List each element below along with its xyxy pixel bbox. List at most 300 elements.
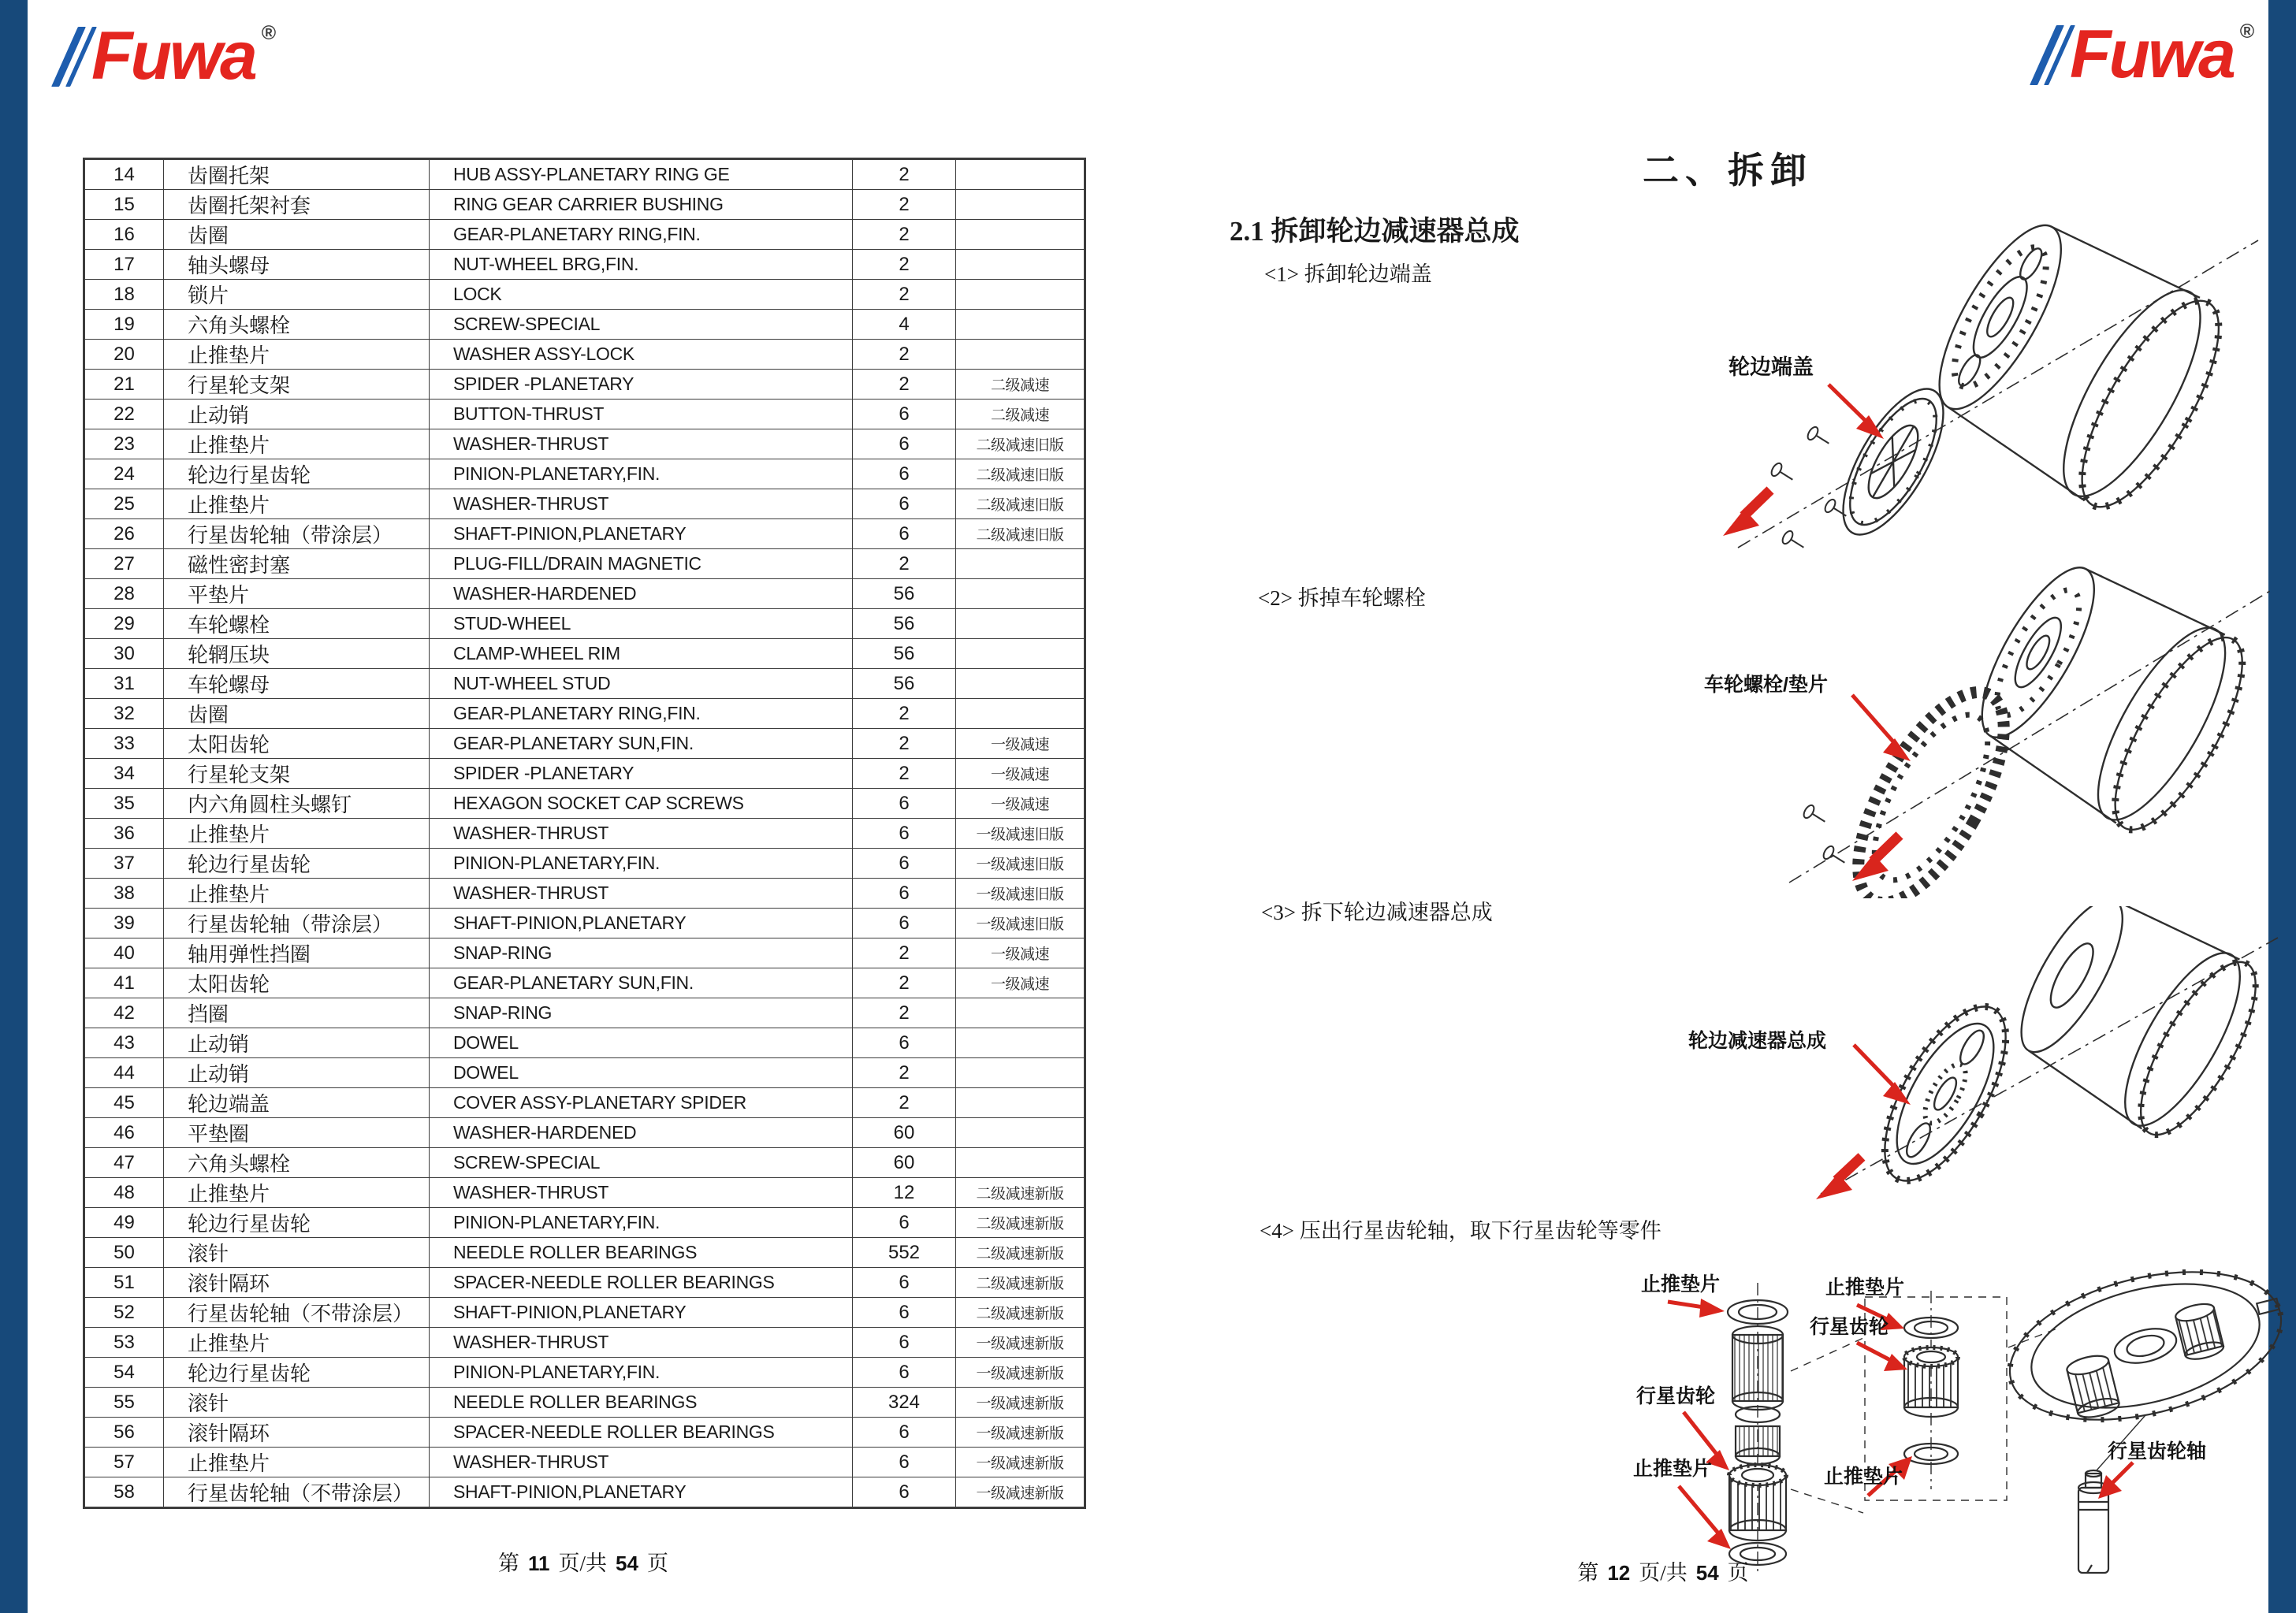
cell-note: [956, 699, 1085, 729]
cell-note: 二级减速新版: [956, 1268, 1085, 1298]
table-row: [84, 879, 1085, 909]
cell-name-cn: 止推垫片: [164, 879, 430, 909]
illustration-planet-gear-exploded: [1458, 1253, 2294, 1592]
table-row: [84, 1268, 1085, 1298]
cell-name-en: DOWEL: [430, 1058, 853, 1088]
cell-note: [956, 1148, 1085, 1178]
cell-qty: 2: [853, 1088, 956, 1118]
illustration-remove-end-cover: [1695, 197, 2294, 567]
cell-note: [956, 220, 1085, 250]
illustration-remove-reducer-assembly: [1773, 906, 2294, 1206]
table-row: [84, 1358, 1085, 1388]
cell-index: 33: [84, 729, 164, 759]
cell-qty: 6: [853, 909, 956, 938]
callout-planet-shaft: 行星齿轮轴: [2108, 1440, 2207, 1462]
cell-name-cn: 行星齿轮轴（带涂层）: [164, 909, 430, 938]
callout-reducer-assembly: 轮边减速器总成: [1688, 1030, 1827, 1052]
table-row: [84, 1448, 1085, 1477]
cell-name-en: HUB ASSY-PLANETARY RING GE: [430, 159, 853, 190]
red-direction-arrow-icon: [1852, 835, 1900, 881]
cell-note: 一级减速旧版: [956, 849, 1085, 879]
cell-name-cn: 止推垫片: [164, 1448, 430, 1477]
cell-note: 一级减速: [956, 789, 1085, 819]
cell-qty: 6: [853, 429, 956, 459]
cell-note: [956, 579, 1085, 609]
cell-name-cn: 行星轮支架: [164, 370, 430, 400]
cell-name-cn: 止动销: [164, 1058, 430, 1088]
cell-qty: 6: [853, 1418, 956, 1448]
cell-index: 40: [84, 938, 164, 968]
cell-name-en: PINION-PLANETARY,FIN.: [430, 1208, 853, 1238]
cell-name-en: HEXAGON SOCKET CAP SCREWS: [430, 789, 853, 819]
cell-note: 二级减速新版: [956, 1238, 1085, 1268]
cell-name-en: SNAP-RING: [430, 998, 853, 1028]
planet-gear-drawing: [1904, 1347, 1958, 1417]
table-row: [84, 819, 1085, 849]
cell-qty: 2: [853, 280, 956, 310]
cell-note: 二级减速新版: [956, 1208, 1085, 1238]
cell-note: 二级减速旧版: [956, 429, 1085, 459]
cell-qty: 552: [853, 1238, 956, 1268]
table-row: [84, 639, 1085, 669]
table-row: [84, 190, 1085, 220]
cell-index: 47: [84, 1148, 164, 1178]
table-row: [84, 609, 1085, 639]
cell-name-cn: 太阳齿轮: [164, 968, 430, 998]
cell-qty: 6: [853, 1328, 956, 1358]
cell-note: [956, 1028, 1085, 1058]
registered-mark: ®: [2239, 20, 2255, 43]
cell-name-cn: 滚针: [164, 1238, 430, 1268]
brand-name: Fuwa: [2070, 17, 2234, 93]
table-row: [84, 1328, 1085, 1358]
cell-note: 一级减速旧版: [956, 879, 1085, 909]
planet-gear-drawing: [1729, 1465, 1786, 1541]
cell-index: 21: [84, 370, 164, 400]
table-row: [84, 400, 1085, 429]
table-row: [84, 250, 1085, 280]
cell-note: [956, 998, 1085, 1028]
cell-qty: 60: [853, 1118, 956, 1148]
cell-index: 55: [84, 1388, 164, 1418]
cell-qty: 56: [853, 609, 956, 639]
cell-note: [956, 159, 1085, 190]
table-row: [84, 998, 1085, 1028]
cell-note: 二级减速新版: [956, 1298, 1085, 1328]
cell-qty: 2: [853, 1058, 956, 1088]
cell-index: 41: [84, 968, 164, 998]
cell-index: 16: [84, 220, 164, 250]
table-row: [84, 1388, 1085, 1418]
table-row: [84, 1088, 1085, 1118]
cell-note: 二级减速: [956, 400, 1085, 429]
red-direction-arrow-icon: [1723, 490, 1770, 536]
table-row: [84, 729, 1085, 759]
cell-name-en: SPIDER -PLANETARY: [430, 370, 853, 400]
cell-index: 28: [84, 579, 164, 609]
cell-name-cn: 六角头螺栓: [164, 1148, 430, 1178]
page-footer-right: [1230, 1555, 2097, 1586]
cell-note: 一级减速新版: [956, 1328, 1085, 1358]
cell-qty: 6: [853, 1298, 956, 1328]
fuwa-logo-right: [2043, 17, 2254, 93]
table-row: [84, 1148, 1085, 1178]
cell-index: 42: [84, 998, 164, 1028]
cell-index: 56: [84, 1418, 164, 1448]
cell-name-cn: 轮边行星齿轮: [164, 849, 430, 879]
cell-note: [956, 1058, 1085, 1088]
table-row: [84, 220, 1085, 250]
cell-qty: 6: [853, 1358, 956, 1388]
red-leader-arrow-icon: [1852, 695, 1911, 761]
cell-name-en: NEEDLE ROLLER BEARINGS: [430, 1238, 853, 1268]
cell-qty: 2: [853, 938, 956, 968]
cell-name-cn: 轴头螺母: [164, 250, 430, 280]
table-row: [84, 909, 1085, 938]
cell-qty: 2: [853, 759, 956, 789]
cell-index: 15: [84, 190, 164, 220]
cell-note: [956, 639, 1085, 669]
table-row: [84, 489, 1085, 519]
cell-name-en: WASHER-THRUST: [430, 879, 853, 909]
cell-note: [956, 280, 1085, 310]
cell-name-en: SCREW-SPECIAL: [430, 1148, 853, 1178]
red-direction-arrow-icon: [1816, 1157, 1862, 1199]
cell-index: 18: [84, 280, 164, 310]
cell-qty: 2: [853, 968, 956, 998]
cell-index: 30: [84, 639, 164, 669]
cell-name-cn: 止推垫片: [164, 819, 430, 849]
cell-name-en: DOWEL: [430, 1028, 853, 1058]
cell-name-en: STUD-WHEEL: [430, 609, 853, 639]
cell-note: [956, 549, 1085, 579]
cell-note: [956, 340, 1085, 370]
cell-index: 45: [84, 1088, 164, 1118]
cell-name-en: SHAFT-PINION,PLANETARY: [430, 1477, 853, 1508]
table-row: [84, 1238, 1085, 1268]
cell-index: 24: [84, 459, 164, 489]
table-row: [84, 759, 1085, 789]
cell-qty: 2: [853, 340, 956, 370]
cell-note: 一级减速新版: [956, 1388, 1085, 1418]
cell-name-cn: 轮边行星齿轮: [164, 1358, 430, 1388]
cell-index: 36: [84, 819, 164, 849]
footer-total-pages: 54: [616, 1552, 638, 1575]
cell-index: 20: [84, 340, 164, 370]
cell-name-cn: 行星齿轮轴（带涂层）: [164, 519, 430, 549]
cell-index: 48: [84, 1178, 164, 1208]
cell-qty: 56: [853, 639, 956, 669]
table-row: [84, 1178, 1085, 1208]
cell-note: 一级减速旧版: [956, 819, 1085, 849]
cell-note: [956, 1118, 1085, 1148]
cell-note: [956, 190, 1085, 220]
cell-name-en: GEAR-PLANETARY RING,FIN.: [430, 699, 853, 729]
cell-qty: 2: [853, 549, 956, 579]
cell-name-cn: 齿圈: [164, 699, 430, 729]
cell-index: 32: [84, 699, 164, 729]
table-row: [84, 849, 1085, 879]
illustration-remove-wheel-studs: [1734, 552, 2294, 898]
table-row: [84, 519, 1085, 549]
callout-end-cover: 轮边端盖: [1729, 355, 1814, 379]
cell-name-en: RING GEAR CARRIER BUSHING: [430, 190, 853, 220]
cell-note: 一级减速新版: [956, 1418, 1085, 1448]
cell-note: 一级减速新版: [956, 1477, 1085, 1508]
cell-qty: 2: [853, 998, 956, 1028]
cell-note: 一级减速新版: [956, 1448, 1085, 1477]
table-row: [84, 968, 1085, 998]
cell-index: 51: [84, 1268, 164, 1298]
cell-name-en: SPACER-NEEDLE ROLLER BEARINGS: [430, 1418, 853, 1448]
table-row: [84, 159, 1085, 190]
cell-qty: 6: [853, 1208, 956, 1238]
cell-note: 二级减速旧版: [956, 519, 1085, 549]
cell-name-cn: 滚针隔环: [164, 1418, 430, 1448]
cell-qty: 2: [853, 250, 956, 280]
cell-index: 29: [84, 609, 164, 639]
cell-note: 一级减速: [956, 938, 1085, 968]
cell-index: 26: [84, 519, 164, 549]
left-navy-border: [0, 0, 28, 1613]
table-row: [84, 1418, 1085, 1448]
table-row: [84, 1298, 1085, 1328]
cell-name-en: NUT-WHEEL BRG,FIN.: [430, 250, 853, 280]
callout-thrust-washer: 止推垫片: [1633, 1458, 1713, 1480]
cell-name-en: LOCK: [430, 280, 853, 310]
cell-name-cn: 齿圈: [164, 220, 430, 250]
step-4-label: <4> 压出行星齿轮轴，取下行星齿轮等零件: [1260, 1219, 1662, 1243]
cell-name-cn: 滚针: [164, 1388, 430, 1418]
cell-qty: 6: [853, 1448, 956, 1477]
section-heading: 2.1 拆卸轮边减速器总成: [1230, 216, 1520, 247]
cell-name-cn: 轮边行星齿轮: [164, 459, 430, 489]
table-row: [84, 579, 1085, 609]
cell-index: 52: [84, 1298, 164, 1328]
cell-name-cn: 行星轮支架: [164, 759, 430, 789]
cell-name-cn: 平垫片: [164, 579, 430, 609]
cell-name-cn: 挡圈: [164, 998, 430, 1028]
cell-qty: 12: [853, 1178, 956, 1208]
cell-name-cn: 车轮螺栓: [164, 609, 430, 639]
cell-name-cn: 齿圈托架: [164, 159, 430, 190]
cell-index: 44: [84, 1058, 164, 1088]
chapter-title: 二、拆卸: [1643, 151, 1813, 191]
footer-text: 页/共: [1639, 1561, 1688, 1585]
cell-name-en: SHAFT-PINION,PLANETARY: [430, 1298, 853, 1328]
thrust-washer-drawing: [1904, 1444, 1958, 1464]
footer-text: 第: [1577, 1561, 1599, 1585]
cell-name-en: COVER ASSY-PLANETARY SPIDER: [430, 1088, 853, 1118]
cell-name-en: WASHER-THRUST: [430, 429, 853, 459]
cell-index: 50: [84, 1238, 164, 1268]
cell-name-cn: 六角头螺栓: [164, 310, 430, 340]
table-row: [84, 549, 1085, 579]
cell-name-en: PINION-PLANETARY,FIN.: [430, 849, 853, 879]
cell-qty: 6: [853, 489, 956, 519]
table-row: [84, 1118, 1085, 1148]
table-row: [84, 1028, 1085, 1058]
table-row: [84, 1058, 1085, 1088]
callout-planet-gear: 行星齿轮: [1636, 1385, 1716, 1407]
table-row: [84, 669, 1085, 699]
cell-index: 43: [84, 1028, 164, 1058]
cell-name-en: WASHER-THRUST: [430, 489, 853, 519]
cell-name-en: SNAP-RING: [430, 938, 853, 968]
callout-wheel-stud: 车轮螺栓/垫片: [1704, 674, 1828, 696]
cell-note: [956, 250, 1085, 280]
footer-text: 页: [646, 1552, 668, 1575]
cell-name-cn: 内六角圆柱头螺钉: [164, 789, 430, 819]
cell-qty: 6: [853, 789, 956, 819]
footer-page-number: 12: [1607, 1561, 1631, 1585]
cell-index: 22: [84, 400, 164, 429]
cell-qty: 2: [853, 220, 956, 250]
footer-page-number: 11: [528, 1552, 550, 1575]
cell-note: 二级减速旧版: [956, 489, 1085, 519]
cell-qty: 4: [853, 310, 956, 340]
cell-name-en: CLAMP-WHEEL RIM: [430, 639, 853, 669]
cell-note: [956, 669, 1085, 699]
cell-qty: 6: [853, 1028, 956, 1058]
cell-name-cn: 太阳齿轮: [164, 729, 430, 759]
cell-index: 31: [84, 669, 164, 699]
cell-name-cn: 滚针隔环: [164, 1268, 430, 1298]
cell-name-en: PINION-PLANETARY,FIN.: [430, 459, 853, 489]
step-1-label: <1> 拆卸轮边端盖: [1264, 262, 1432, 286]
parts-table: [83, 158, 1086, 1509]
cell-index: 35: [84, 789, 164, 819]
cell-name-en: NUT-WHEEL STUD: [430, 669, 853, 699]
cell-note: 一级减速: [956, 759, 1085, 789]
cell-index: 14: [84, 159, 164, 190]
cell-name-cn: 止动销: [164, 400, 430, 429]
cell-name-cn: 止推垫片: [164, 1328, 430, 1358]
cell-name-cn: 轮辋压块: [164, 639, 430, 669]
cell-note: 二级减速: [956, 370, 1085, 400]
cell-index: 58: [84, 1477, 164, 1508]
cell-name-en: GEAR-PLANETARY RING,FIN.: [430, 220, 853, 250]
cell-name-en: WASHER-THRUST: [430, 1448, 853, 1477]
cell-name-cn: 止推垫片: [164, 429, 430, 459]
cell-index: 53: [84, 1328, 164, 1358]
cell-name-cn: 行星齿轮轴（不带涂层）: [164, 1298, 430, 1328]
table-row: [84, 370, 1085, 400]
cell-name-cn: 止推垫片: [164, 340, 430, 370]
cell-name-cn: 轮边端盖: [164, 1088, 430, 1118]
table-row: [84, 310, 1085, 340]
cell-index: 23: [84, 429, 164, 459]
cell-note: [956, 1088, 1085, 1118]
callout-planet-gear: 行星齿轮: [1810, 1316, 1889, 1338]
cell-qty: 60: [853, 1148, 956, 1178]
table-row: [84, 340, 1085, 370]
step-3-label: <3> 拆下轮边减速器总成: [1261, 901, 1493, 924]
cell-index: 38: [84, 879, 164, 909]
fuwa-logo-left: [65, 19, 276, 95]
cell-qty: 6: [853, 1268, 956, 1298]
cell-qty: 6: [853, 1477, 956, 1508]
cell-qty: 56: [853, 669, 956, 699]
cell-note: 一级减速新版: [956, 1358, 1085, 1388]
cell-qty: 2: [853, 159, 956, 190]
cell-index: 39: [84, 909, 164, 938]
brand-name: Fuwa: [91, 18, 255, 95]
footer-text: 第: [498, 1552, 520, 1575]
table-row: [84, 280, 1085, 310]
table-row: [84, 938, 1085, 968]
cell-name-cn: 锁片: [164, 280, 430, 310]
cell-name-cn: 磁性密封塞: [164, 549, 430, 579]
cell-name-cn: 车轮螺母: [164, 669, 430, 699]
cell-note: [956, 310, 1085, 340]
cell-index: 17: [84, 250, 164, 280]
cell-qty: 2: [853, 729, 956, 759]
callout-thrust-washer: 止推垫片: [1824, 1466, 1903, 1488]
table-row: [84, 459, 1085, 489]
cell-qty: 2: [853, 370, 956, 400]
cell-name-en: PLUG-FILL/DRAIN MAGNETIC: [430, 549, 853, 579]
cell-qty: 2: [853, 190, 956, 220]
cell-name-cn: 止动销: [164, 1028, 430, 1058]
footer-text: 页/共: [558, 1552, 608, 1575]
page-footer-left: [83, 1546, 1084, 1577]
cell-qty: 6: [853, 879, 956, 909]
cell-index: 54: [84, 1358, 164, 1388]
cell-qty: 6: [853, 400, 956, 429]
cell-name-en: NEEDLE ROLLER BEARINGS: [430, 1388, 853, 1418]
cell-index: 34: [84, 759, 164, 789]
registered-mark: ®: [261, 22, 277, 44]
cell-index: 49: [84, 1208, 164, 1238]
cell-index: 37: [84, 849, 164, 879]
cell-qty: 6: [853, 459, 956, 489]
cell-name-en: SHAFT-PINION,PLANETARY: [430, 519, 853, 549]
red-leader-arrow-icon: [1854, 1045, 1911, 1105]
table-row: [84, 1477, 1085, 1508]
cell-qty: 6: [853, 849, 956, 879]
cell-name-en: SHAFT-PINION,PLANETARY: [430, 909, 853, 938]
callout-thrust-washer: 止推垫片: [1641, 1273, 1721, 1295]
cell-qty: 56: [853, 579, 956, 609]
cell-name-cn: 轴用弹性挡圈: [164, 938, 430, 968]
cell-name-en: PINION-PLANETARY,FIN.: [430, 1358, 853, 1388]
cell-name-en: WASHER-THRUST: [430, 819, 853, 849]
footer-total-pages: 54: [1695, 1561, 1719, 1585]
cell-name-en: GEAR-PLANETARY SUN,FIN.: [430, 729, 853, 759]
cell-index: 46: [84, 1118, 164, 1148]
cell-qty: 324: [853, 1388, 956, 1418]
footer-text: 页: [1727, 1561, 1749, 1585]
cell-name-en: SCREW-SPECIAL: [430, 310, 853, 340]
cell-index: 25: [84, 489, 164, 519]
cell-name-en: WASHER-HARDENED: [430, 1118, 853, 1148]
table-row: [84, 1208, 1085, 1238]
cell-name-en: WASHER ASSY-LOCK: [430, 340, 853, 370]
cell-note: 一级减速: [956, 729, 1085, 759]
cell-note: 二级减速新版: [956, 1178, 1085, 1208]
red-leader-arrow-icon: [1829, 385, 1884, 439]
cell-note: 二级减速旧版: [956, 459, 1085, 489]
cell-name-en: WASHER-HARDENED: [430, 579, 853, 609]
cell-note: 一级减速旧版: [956, 909, 1085, 938]
cell-name-en: WASHER-THRUST: [430, 1178, 853, 1208]
cell-index: 57: [84, 1448, 164, 1477]
cell-name-cn: 平垫圈: [164, 1118, 430, 1148]
cell-name-en: BUTTON-THRUST: [430, 400, 853, 429]
cell-note: [956, 609, 1085, 639]
cell-index: 27: [84, 549, 164, 579]
